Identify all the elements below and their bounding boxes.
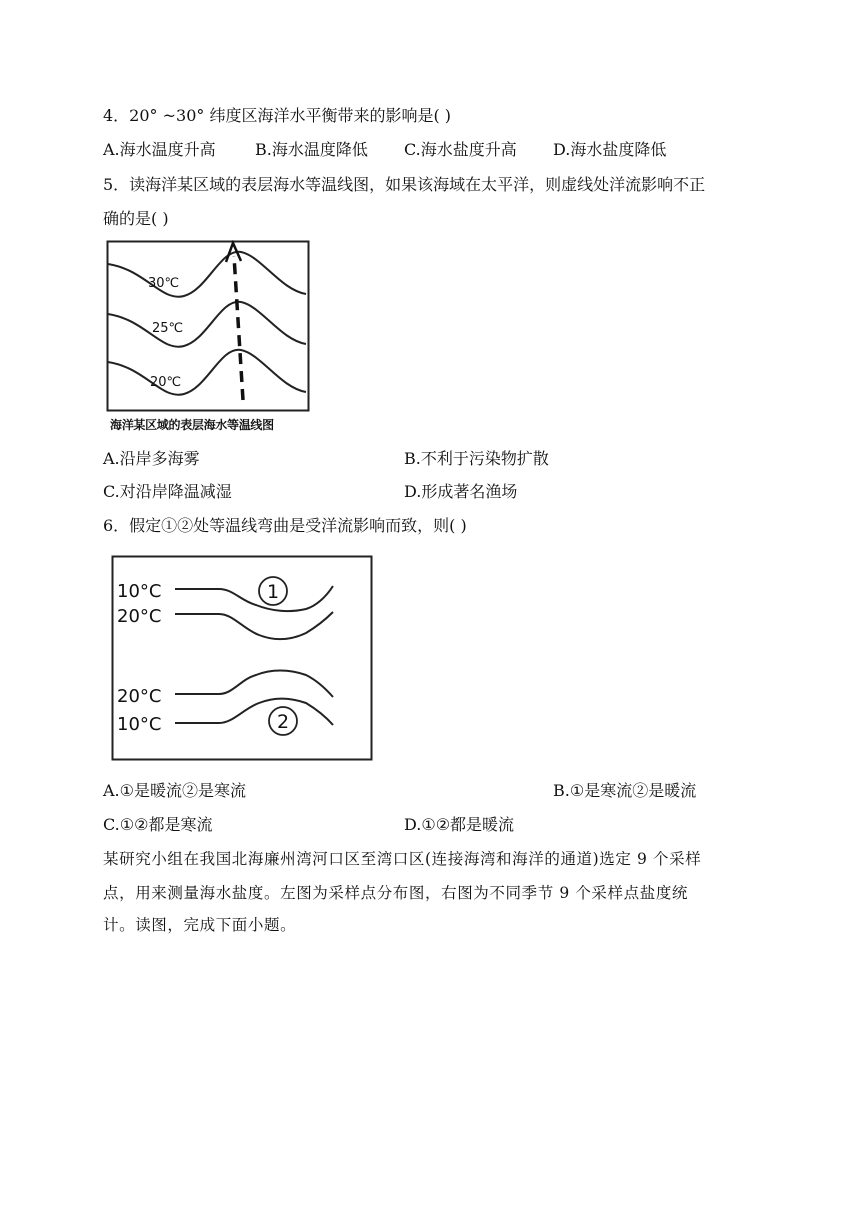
top-label-20: 20°C [117,606,162,627]
q4-option-b: B.海水温度降低 [255,140,368,159]
label-25: 25℃ [152,321,184,336]
top-label-10: 10°C [117,581,162,602]
marker-1-label: 1 [266,581,280,603]
label-30: 30℃ [148,276,180,291]
q4-option-d: D.海水盐度降低 [553,140,667,159]
bottom-label-10: 10°C [117,714,162,735]
q5-stem-line2: 确的是( ) [103,209,169,228]
passage-line3: 计。读图，完成下面小题。 [103,916,297,934]
q6-option-b: B.①是寒流②是暖流 [553,781,697,800]
bottom-label-20: 20°C [117,686,162,707]
q6-option-a: A.①是暖流②是寒流 [103,781,246,800]
q5-stem-line1: 5．读海洋某区域的表层海水等温线图，如果该海域在太平洋，则虚线处洋流影响不正 [103,175,706,194]
q6-isotherm-figure [111,555,373,761]
q5-option-a: A.沿岸多海雾 [103,449,200,468]
q6-option-c: C.①②都是寒流 [103,815,213,834]
q6-stem: 6．假定①②处等温线弯曲是受洋流影响而致，则( ) [103,516,467,535]
q4-option-c: C.海水盐度升高 [404,140,517,159]
passage-line1: 某研究小组在我国北海廉州湾河口区至湾口区(连接海湾和海洋的通道)选定 9 个采样 [103,850,702,868]
passage-line2: 点，用来测量海水盐度。左图为采样点分布图，右图为不同季节 9 个采样点盐度统 [103,884,689,902]
q5-option-d: D.形成著名渔场 [404,482,518,501]
q5-isotherm-figure [106,240,310,412]
q5-option-b: B.不利于污染物扩散 [404,449,549,468]
q4-option-a: A.海水温度升高 [103,140,216,159]
q5-option-c: C.对沿岸降温减湿 [103,482,232,501]
q5-figure-caption: 海洋某区域的表层海水等温线图 [110,418,274,432]
q4-stem: 4．20° ~30° 纬度区海洋水平衡带来的影响是( ) [103,106,452,125]
label-20: 20℃ [150,375,182,390]
marker-2-label: 2 [276,711,290,733]
q6-option-d: D.①②都是暖流 [404,815,515,834]
